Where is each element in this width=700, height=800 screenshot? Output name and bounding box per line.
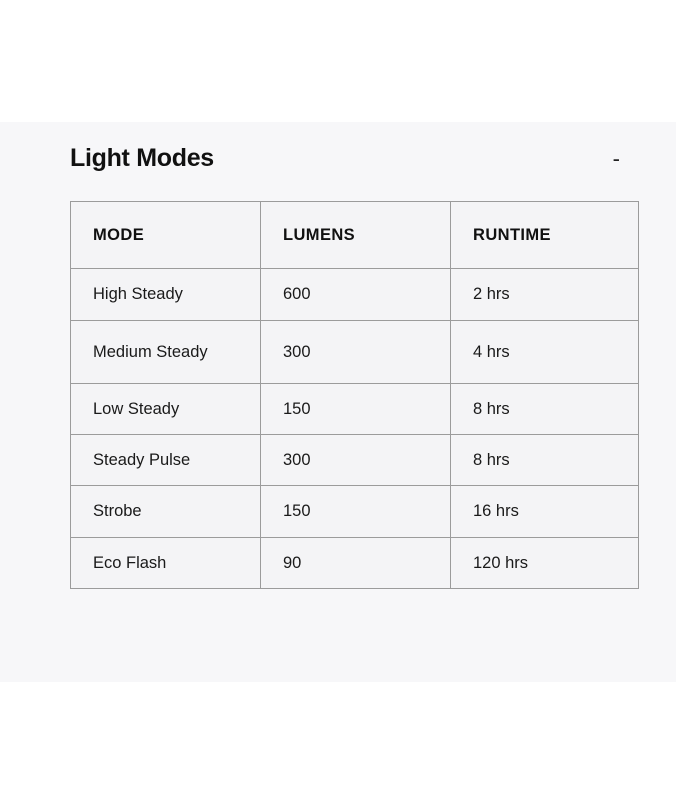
table-row [71, 537, 639, 588]
cell-runtime: 4 hrs [451, 320, 639, 383]
page-title: Light Modes [70, 144, 214, 172]
cell-lumens: 90 [261, 537, 451, 588]
column-header-mode: MODE [71, 202, 261, 269]
section-header [0, 122, 676, 173]
table-row [71, 383, 639, 434]
cell-lumens: 150 [261, 486, 451, 537]
table-row [71, 486, 639, 537]
cell-mode: High Steady [71, 269, 261, 320]
light-modes-section [0, 122, 676, 589]
table-header-row [71, 202, 639, 269]
cell-runtime: 120 hrs [451, 537, 639, 588]
light-modes-table [70, 201, 639, 589]
column-header-runtime: RUNTIME [451, 202, 639, 269]
cell-runtime: 8 hrs [451, 383, 639, 434]
cell-mode: Medium Steady [71, 320, 261, 383]
cell-runtime: 8 hrs [451, 435, 639, 486]
table-row [71, 435, 639, 486]
cell-lumens: 300 [261, 435, 451, 486]
cell-mode: Low Steady [71, 383, 261, 434]
column-header-lumens: LUMENS [261, 202, 451, 269]
cell-runtime: 2 hrs [451, 269, 639, 320]
table-row [71, 320, 639, 383]
cell-lumens: 600 [261, 269, 451, 320]
cell-lumens: 150 [261, 383, 451, 434]
cell-mode: Eco Flash [71, 537, 261, 588]
cell-runtime: 16 hrs [451, 486, 639, 537]
cell-mode: Steady Pulse [71, 435, 261, 486]
table-container [0, 173, 676, 589]
cell-mode: Strobe [71, 486, 261, 537]
collapse-toggle-button[interactable]: - [609, 148, 624, 170]
cell-lumens: 300 [261, 320, 451, 383]
table-row [71, 269, 639, 320]
